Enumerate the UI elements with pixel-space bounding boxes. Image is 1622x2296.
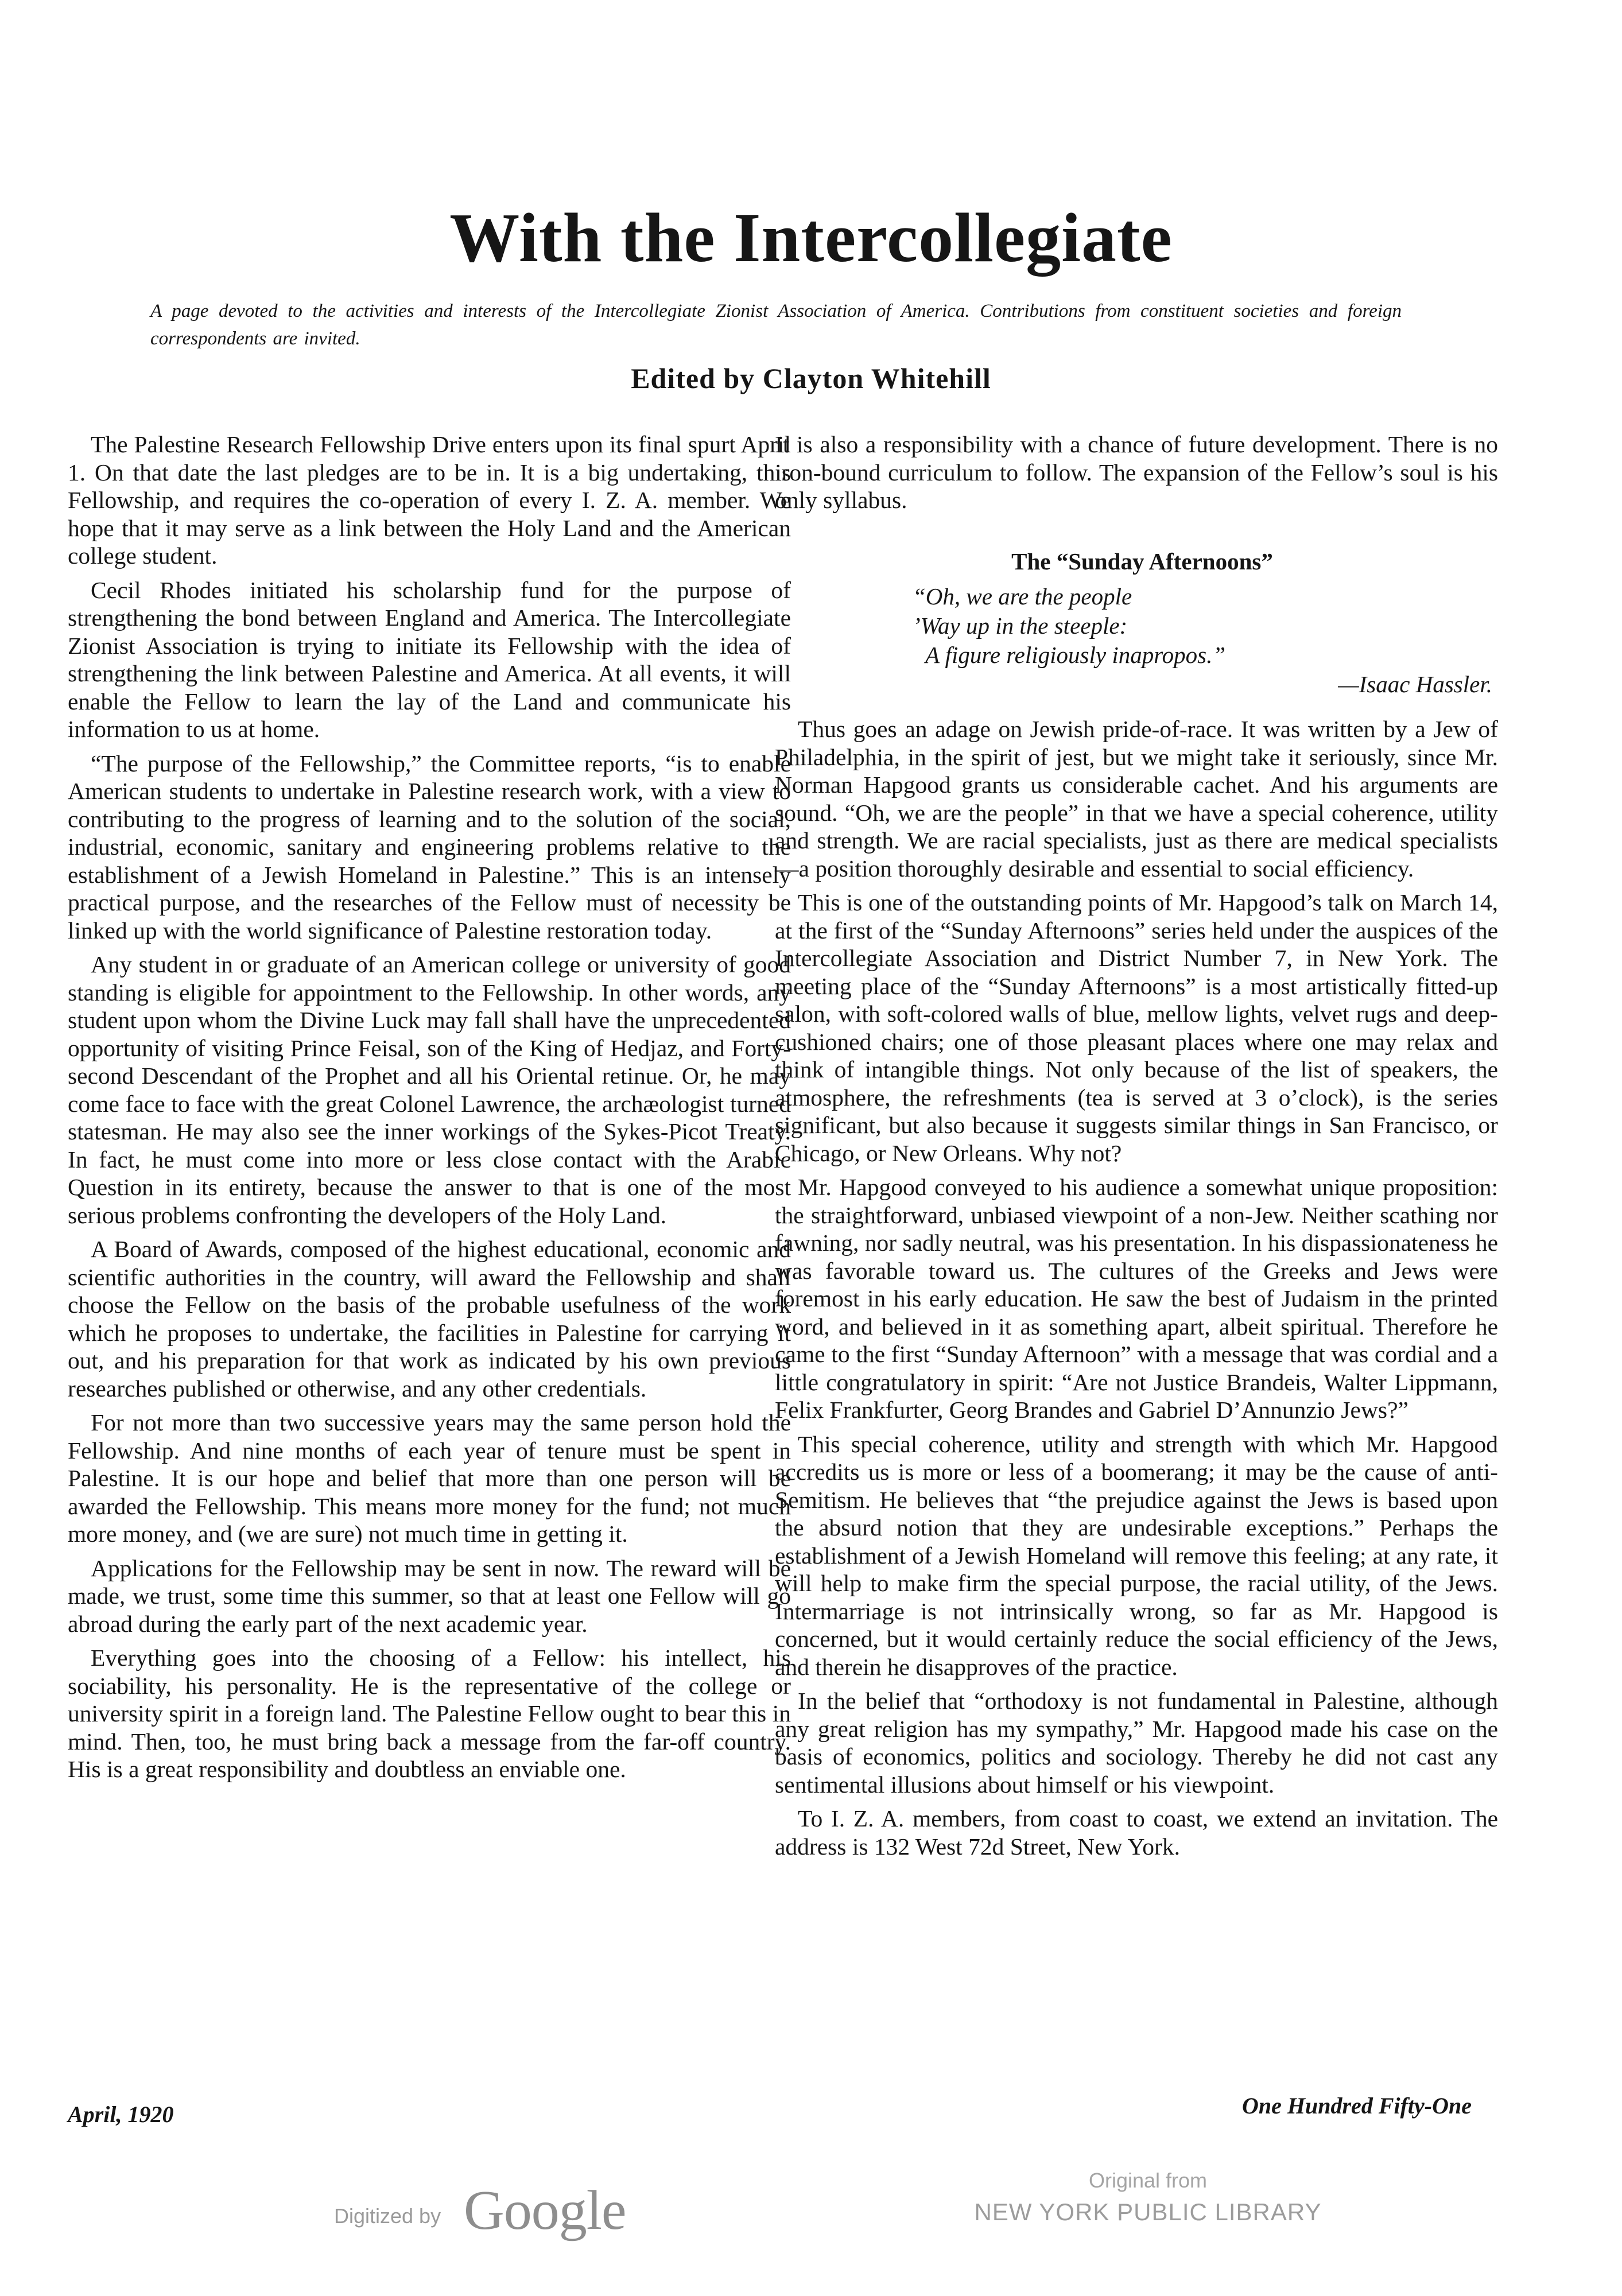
- paragraph: Cecil Rhodes initiated his scholarship fund for the purpose of strengthening the bond between England and America. The Intercollegiate Zionist Association is trying to initiate its Fellowship with the idea of strengthening the link between Palestine and America. At all events, it will enable the Fellow to learn the lay of the Land and communicate his information to us at home.: [68, 576, 791, 742]
- left-column: [68, 430, 791, 1790]
- google-logo: Google: [464, 2179, 626, 2241]
- editor-byline: Edited by Clayton Whitehill: [631, 362, 991, 394]
- paragraph: For not more than two successive years may the same person hold the Fellowship. And nine months of each year of tenure must be spent in Palestine. It is our hope and belief that more than one person will be awarded the Fellowship. This means more money for the fund; not much more money, and (we are sure) not much time in getting it.: [68, 1409, 791, 1547]
- paragraph: Any student in or graduate of an American college or university of good standing is eligible for appointment to the Fellowship. In other words, any student upon whom the Divine Luck may fall shall have the unprecedented opportunity of visiting Prince Feisal, son of the King of Hedjaz, and Forty-second Descendant of the Prophet and all his Oriental retinue. Or, he may come face to face with the great Colonel Lawrence, the archæologist turned statesman. He may also see the inner workings of the Sykes-Picot Treaty. In fact, he must come into more or less close contact with the Arabic Question in its entirety, because the answer to that is one of the most serious problems confronting the developers of the Holy Land.: [68, 951, 791, 1228]
- poem-line: ’Way up in the steeple:: [913, 612, 1128, 639]
- paragraph: Applications for the Fellowship may be sent in now. The reward will be made, we trust, some time this summer, so that at least one Fellow will go abroad during the early part of the next academic year.: [68, 1554, 791, 1637]
- original-from-label: Original from: [1088, 2169, 1208, 2192]
- paragraph: Mr. Hapgood conveyed to his audience a somewhat unique proposition: the straightforward, unbiased viewpoint of a non-Jew. Neither scathing nor fawning, nor sadly neutral, was his presentation. In his dispassionateness he was favorable toward us. The cultures of the Greeks and Jews were foremost in his early education. He saw the best of Judaism in the printed word, and believed in it as something apart, albeit spiritual. Therefore he came to the first “Sunday Afternoon” with a message that was cordial and a little congratulatory in spirit: “Are not Justice Brandeis, Walter Lippmann, Felix Frankfurter, Georg Brandes and Gabriel D’Annunzio Jews?”: [775, 1174, 1498, 1423]
- paragraph: To I. Z. A. members, from coast to coast, we extend an invitation. The address is 132 West 72d Street, New York.: [775, 1805, 1498, 1860]
- section-heading: The “Sunday Afternoons”: [1011, 548, 1273, 575]
- page-number: One Hundred Fifty-One: [1242, 2093, 1472, 2119]
- right-column: [775, 430, 1498, 1867]
- issue-date: April, 1920: [68, 2101, 174, 2127]
- page-title: With the Intercollegiate: [449, 199, 1173, 277]
- poem-attribution: —Isaac Hassler.: [1338, 671, 1492, 697]
- page-subtitle: A page devoted to the activities and interests of the Intercollegiate Zionist Association of America. Contributions from constituent societies and foreign correspondents are invited.: [150, 301, 1402, 349]
- epigraph-poem: [775, 582, 1498, 699]
- paragraph: A Board of Awards, composed of the highest educational, economic and scientific authorities in the country, will award the Fellowship and shall choose the Fellow on the basis of the probable usefulness of the work which he proposes to undertake, the facilities in Palestine for carrying it out, and his preparation for that work as indicated by his own previous researches published or otherwise, and any other credentials.: [68, 1236, 791, 1402]
- paragraph: In the belief that “orthodoxy is not fundamental in Palestine, although any great religion has my sympathy,” Mr. Hapgood made his case on the basis of economics, politics and sociology. Thereby he did not cast any sentimental illusions about himself or his viewpoint.: [775, 1688, 1498, 1798]
- paragraph: Everything goes into the choosing of a Fellow: his intellect, his sociability, his personality. He is the representative of the college or university spirit in a foreign land. The Palestine Fellow ought to bear this in mind. Then, too, he must bring back a message from the far-off country. His is a great responsibility and doubtless an enviable one.: [68, 1645, 791, 1782]
- poem-line: A figure religiously inapropos.”: [925, 642, 1226, 668]
- paragraph: This is one of the outstanding points of Mr. Hapgood’s talk on March 14, at the first of the “Sunday Afternoons” series held under the auspices of the Intercollegiate Association and District Number 7, in New York. The meeting place of the “Sunday Afternoons” is a most artistically fitted-up salon, with soft-colored walls of blue, mellow lights, velvet rugs and deep-cushioned chairs; one of those pleasant places where one may relax and think of intangible things. Not only because of the list of speakers, the atmosphere, the refreshments (tea is served at 3 o’clock), is the series significant, but also because it suggests similar things in San Francisco, or Chicago, or New Orleans. Why not?: [775, 889, 1498, 1166]
- digitized-by-label: Digitized by: [334, 2204, 441, 2228]
- paragraph: This special coherence, utility and strength with which Mr. Hapgood accredits us is more or less of a boomerang; it may be the cause of anti-Semitism. He believes that “the prejudice against the Jews is based upon the absurd notion that they are undesirable exceptions.” Perhaps the establishment of a Jewish Homeland will remove this feeling; at any rate, it will help to make firm the special purpose, the racial utility, of the Jews. Intermarriage is not intrinsically wrong, so far as Mr. Hapgood is concerned, but it would certainly reduce the social efficiency of the Jews, and therein he disapproves of the practice.: [775, 1430, 1498, 1680]
- paragraph: The Palestine Research Fellowship Drive enters upon its final spurt April 1. On that date the last pledges are to be in. It is a big undertaking, this Fellowship, and requires the co-operation of every I. Z. A. member. We hope that it may serve as a link between the Holy Land and the American college student.: [68, 431, 791, 569]
- continued-paragraph: It is also a responsibility with a chance of future development. There is no iron-bound curriculum to follow. The expansion of the Fellow’s soul is his only syllabus.: [775, 431, 1498, 513]
- library-name: NEW YORK PUBLIC LIBRARY: [974, 2198, 1322, 2225]
- paragraph: Thus goes an adage on Jewish pride-of-race. It was written by a Jew of Philadelphia, in the spirit of jest, but we might take it seriously, since Mr. Norman Hapgood grants us considerable cachet. And his arguments are sound. “Oh, we are the people” in that we have a special coherence, utility and strength. We are racial specialists, just as there are medical specialists—a position thoroughly desirable and essential to social efficiency.: [775, 716, 1498, 882]
- paragraph: “The purpose of the Fellowship,” the Committee reports, “is to enable American students to undertake in Palestine research work, with a view to contributing to the progress of learning and to the solution of the social, industrial, economic, sanitary and engineering problems relative to the establishment of a Jewish Homeland in Palestine.” This is an intensely practical purpose, and the researches of the Fellow must of necessity be linked up with the world significance of Palestine restoration today.: [68, 750, 791, 944]
- poem-line: “Oh, we are the people: [913, 583, 1132, 610]
